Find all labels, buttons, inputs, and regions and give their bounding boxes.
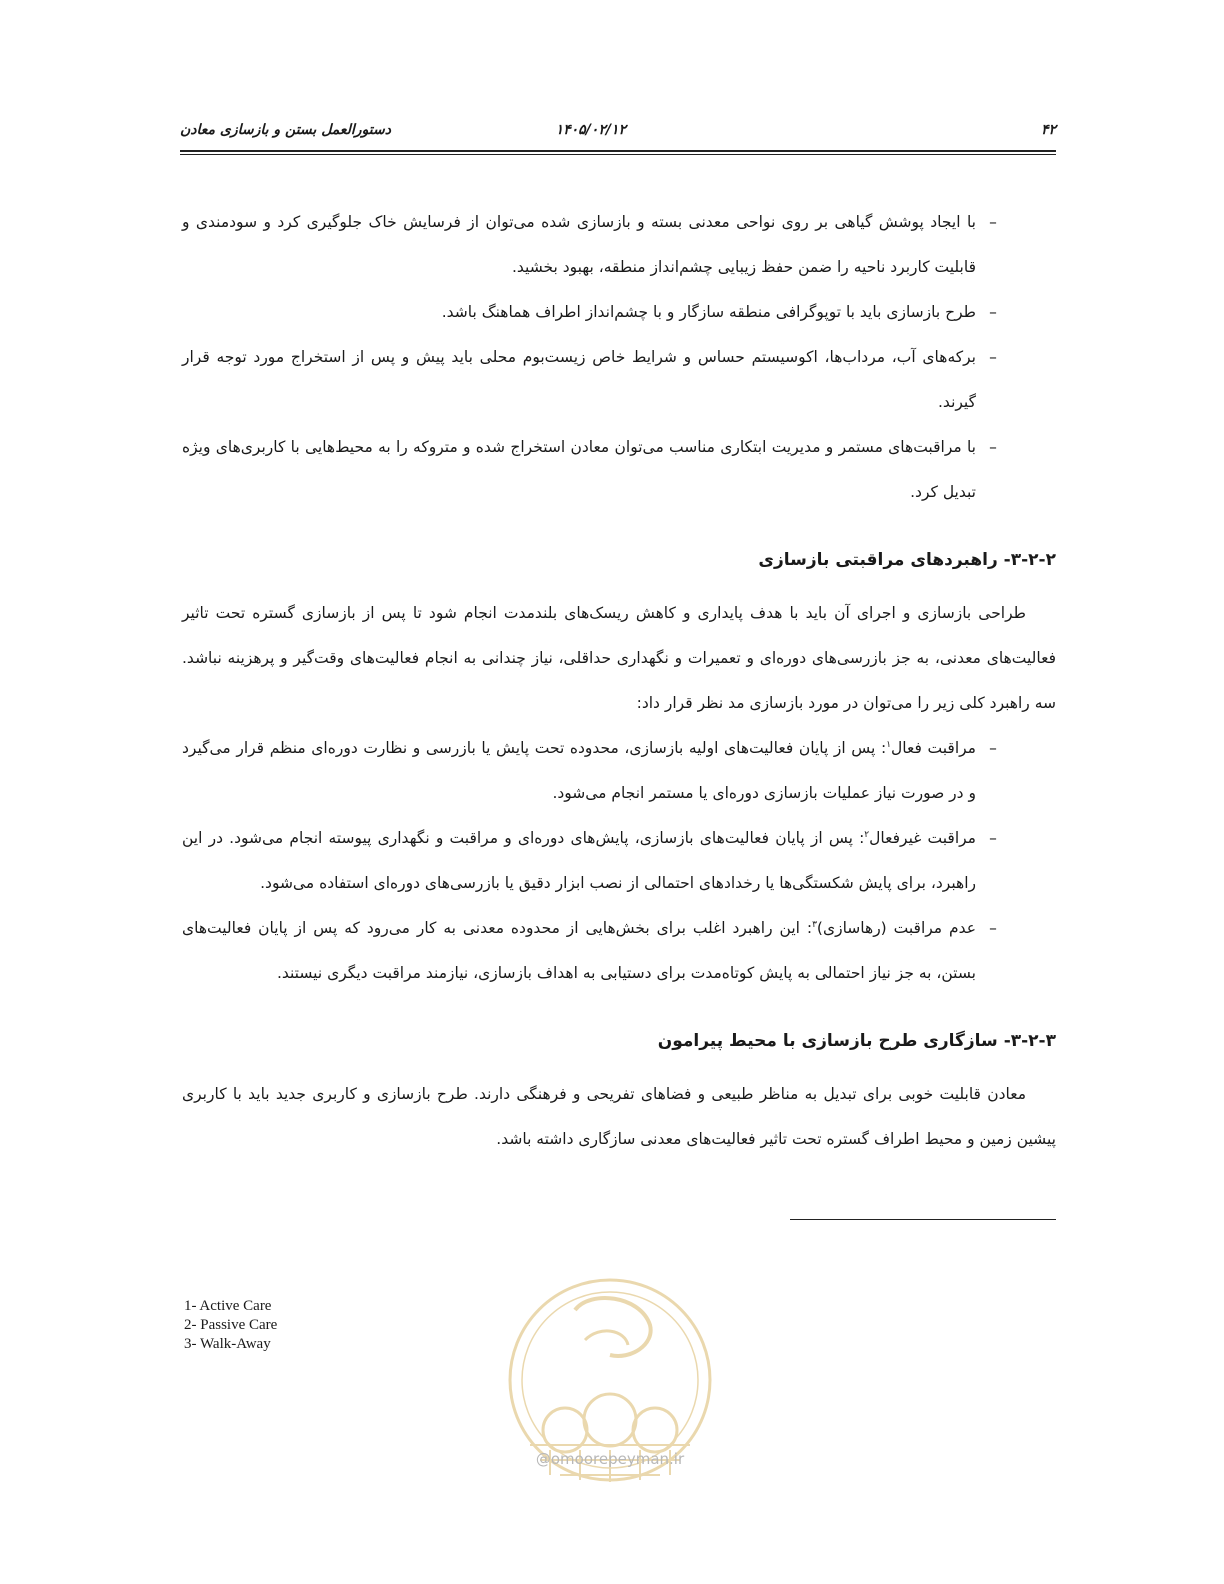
list-item bbox=[182, 200, 1056, 290]
footnote-separator bbox=[790, 1219, 1056, 1220]
watermark-website: @omoorepeyman.ir bbox=[535, 1450, 685, 1468]
dash-bullet-icon: – bbox=[989, 213, 997, 231]
dash-bullet-icon: – bbox=[989, 438, 997, 456]
dash-bullet-icon: – bbox=[989, 303, 997, 321]
footnote-ref: ۲ bbox=[864, 829, 870, 840]
footnote-item: 1- Active Care bbox=[184, 1298, 272, 1314]
dash-bullet-icon: – bbox=[989, 348, 997, 366]
strategy-term: مراقبت غیرفعال bbox=[869, 829, 976, 847]
strategy-term: مراقبت فعال bbox=[891, 739, 976, 757]
footnote-item: 3- Walk-Away bbox=[184, 1336, 271, 1352]
dash-bullet-icon: – bbox=[989, 739, 997, 757]
page-number: ۴۲ bbox=[1040, 122, 1056, 138]
list-item bbox=[182, 726, 1056, 816]
page-header bbox=[180, 120, 1056, 154]
strategy-bullet-list bbox=[182, 726, 1056, 996]
footnote-ref: ۳ bbox=[812, 919, 817, 930]
list-item bbox=[182, 816, 1056, 906]
section-paragraph: طراحی بازسازی و اجرای آن باید با هدف پایداری و کاهش ریسک‌های بلندمدت انجام شود تا پس از بازسازی گستره تحت تاثیر فعالیت‌های معدنی، به جز بازرسی‌های دوره‌ای و تعمیرات و نگهداری حداقلی، نیاز چندانی به انجام فعالیت‌های وقت‌گیر و پرهزینه نباشد. سه راهبرد کلی زیر را می‌توان در مورد بازسازی مد نظر قرار داد: bbox=[182, 604, 1056, 712]
list-item bbox=[182, 425, 1056, 515]
list-item-text: برکه‌های آب، مرداب‌ها، اکوسیستم حساس و شرایط خاص زیست‌بوم محلی باید پیش و پس از استخراج مورد توجه قرار گیرند. bbox=[182, 348, 976, 411]
footnotes bbox=[184, 1297, 484, 1354]
footnote-item: 2- Passive Care bbox=[184, 1317, 278, 1333]
header-rule-thick bbox=[180, 150, 1056, 152]
document-title: دستورالعمل بستن و بازسازی معادن bbox=[180, 122, 391, 138]
intro-bullet-list bbox=[182, 200, 1056, 515]
strategy-text: : پس از پایان فعالیت‌های اولیه بازسازی، محدوده تحت پایش یا بازرسی و نظارت دوره‌ای منظم قرار می‌گیرد و در صورت نیاز عملیات بازسازی دوره‌ای یا مستمر انجام می‌شود. bbox=[182, 739, 976, 802]
list-item-text: با مراقبت‌های مستمر و مدیریت ابتکاری مناسب می‌توان معادن استخراج شده و متروکه را به محیط‌هایی با کاربری‌های ویژه تبدیل کرد. bbox=[182, 438, 976, 501]
header-date: ۱۴۰۵/۰۲/۱۲ bbox=[555, 122, 626, 138]
strategy-term: عدم مراقبت (رهاسازی) bbox=[816, 919, 976, 937]
dash-bullet-icon: – bbox=[989, 919, 997, 937]
section-heading: ۳-۲-۳- سازگاری طرح بازسازی با محیط پیرامون bbox=[657, 1031, 1056, 1051]
header-rule-thin bbox=[180, 154, 1056, 155]
list-item bbox=[182, 335, 1056, 425]
section-heading: ۳-۲-۲- راهبردهای مراقبتی بازسازی bbox=[758, 550, 1056, 570]
list-item-text: طرح بازسازی باید با توپوگرافی منطقه سازگار و با چشم‌انداز اطراف هماهنگ باشد. bbox=[441, 303, 976, 321]
section-paragraph: معادن قابلیت خوبی برای تبدیل به مناظر طبیعی و فضاهای تفریحی و فرهنگی دارند. طرح بازسازی و کاربری جدید باید با کاربری پیشین زمین و محیط اطراف گستره تحت تاثیر فعالیت‌های معدنی سازگاری داشته باشد. bbox=[182, 1085, 1056, 1148]
strategy-text: : پس از پایان فعالیت‌های بازسازی، پایش‌های دوره‌ای و مراقبت و نگهداری پیوسته انجام می‌شود. در این راهبرد، برای پایش شکستگی‌ها یا رخدادهای احتمالی از نصب ابزار دقیق یا بازرسی‌های دوره‌ای استفاده می‌شود. bbox=[182, 829, 976, 892]
list-item-text: با ایجاد پوشش گیاهی بر روی نواحی معدنی بسته و بازسازی شده می‌توان از فرسایش خاک جلوگیری کرد و سودمندی و قابلیت کاربرد ناحیه را ضمن حفظ زیبایی چشم‌انداز منطقه، بهبود بخشید. bbox=[182, 213, 976, 276]
list-item bbox=[182, 290, 1056, 335]
list-item bbox=[182, 906, 1056, 996]
dash-bullet-icon: – bbox=[989, 829, 997, 847]
document-body bbox=[182, 200, 1056, 1162]
strategy-text: : این راهبرد اغلب برای بخش‌هایی از محدوده معدنی به کار می‌رود که پس از پایان فعالیت‌های بستن، به جز نیاز احتمالی به پایش کوتاه‌مدت برای دستیابی به اهداف بازسازی، نیازمند مراقبت دیگری نیستند. bbox=[182, 919, 976, 982]
footnote-ref: ۱ bbox=[886, 739, 892, 750]
